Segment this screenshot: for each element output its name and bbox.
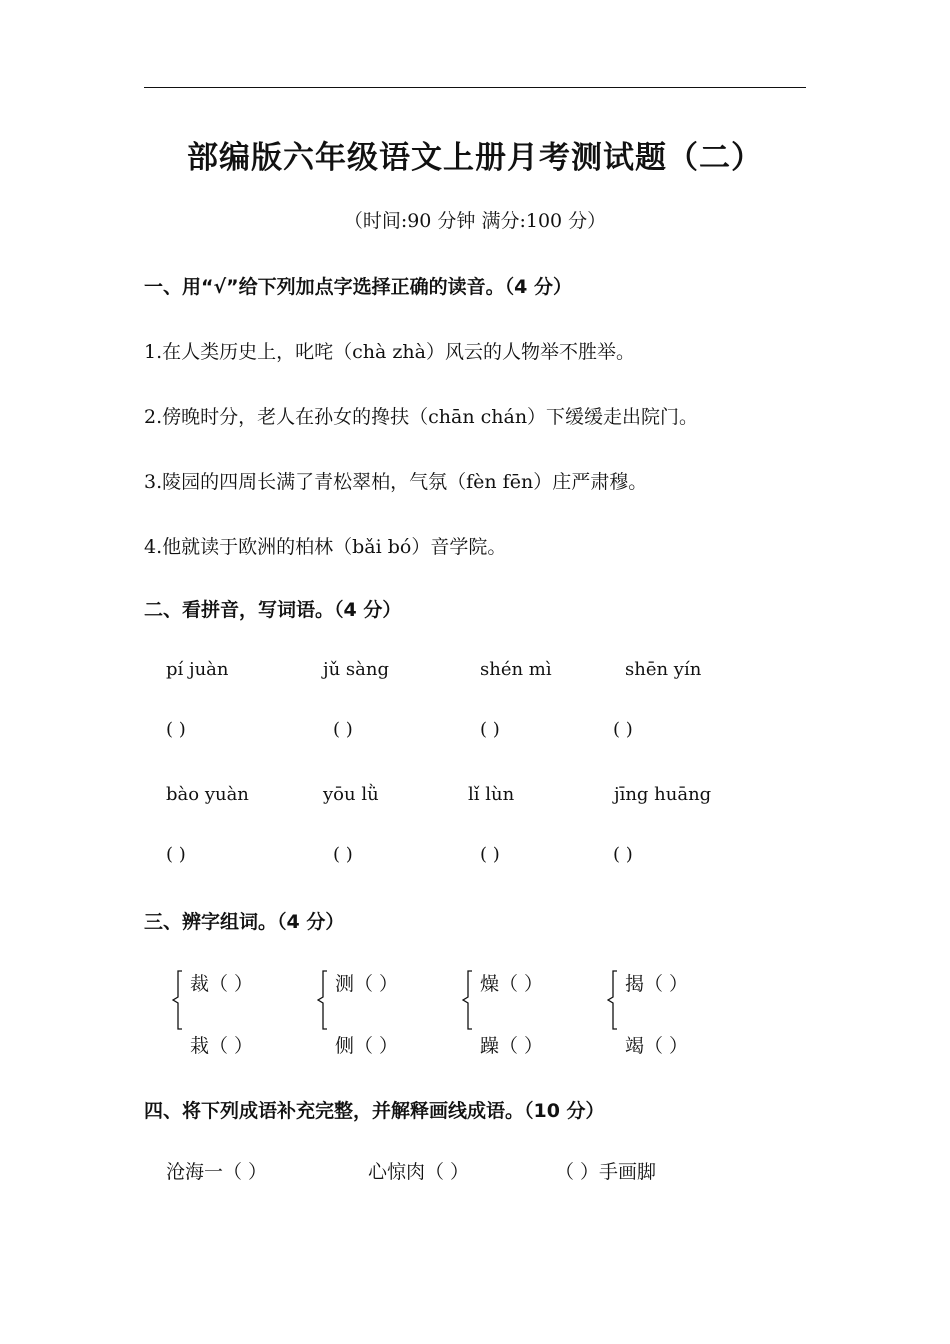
section1-item-2: 2.傍晚时分，老人在孙女的搀扶（chān chán）下缓缓走出院门。 (144, 406, 699, 428)
char-word-top: 燥（ ） (480, 973, 544, 995)
section3-heading: 三、辨字组词。（4 分） (144, 911, 345, 933)
pinyin-5: bào yuàn (166, 784, 249, 805)
answer-blank[interactable]: ( ) (613, 719, 633, 740)
pinyin-4: shēn yín (625, 659, 702, 680)
brace-icon (607, 969, 619, 1031)
pinyin-2: jǔ sàng (323, 659, 389, 680)
char-word-bottom: 躁（ ） (480, 1035, 544, 1057)
exam-info: （时间:90 分钟 满分:100 分） (343, 210, 607, 232)
pinyin-1: pí juàn (166, 659, 229, 680)
top-rule (144, 87, 806, 88)
page-title: 部编版六年级语文上册月考测试题（二） (187, 140, 763, 176)
section4-heading: 四、将下列成语补充完整，并解释画线成语。（10 分） (144, 1100, 605, 1122)
section1-item-4: 4.他就读于欧洲的柏林（bǎi bó）音学院。 (144, 536, 507, 558)
char-pair-2 (317, 969, 447, 1059)
char-word-bottom: 侧（ ） (335, 1035, 399, 1057)
section1-item-1: 1.在人类历史上，叱咤（chà zhà）风云的人物举不胜举。 (144, 341, 635, 363)
pinyin-3: shén mì (480, 659, 552, 680)
section1-item-3: 3.陵园的四周长满了青松翠柏，气氛（fèn fēn）庄严肃穆。 (144, 471, 648, 493)
pinyin-7: lǐ lùn (468, 784, 515, 805)
char-word-bottom: 竭（ ） (625, 1035, 689, 1057)
answer-blank[interactable]: ( ) (613, 844, 633, 865)
char-pair-1 (172, 969, 302, 1059)
idiom-2: 心惊肉（ ） (368, 1161, 470, 1183)
section1-heading: 一、用“√”给下列加点字选择正确的读音。（4 分） (144, 276, 572, 298)
answer-blank[interactable]: ( ) (480, 844, 500, 865)
char-pair-3 (462, 969, 592, 1059)
idiom-3: （ ）手画脚 (555, 1161, 657, 1183)
idiom-1: 沧海一（ ） (166, 1161, 268, 1183)
pinyin-6: yōu lǜ (323, 784, 379, 805)
char-word-top: 裁（ ） (190, 973, 254, 995)
answer-blank[interactable]: ( ) (480, 719, 500, 740)
brace-icon (462, 969, 474, 1031)
char-word-top: 测（ ） (335, 973, 399, 995)
answer-blank[interactable]: ( ) (333, 719, 353, 740)
pinyin-8: jīng huāng (614, 784, 712, 805)
brace-icon (317, 969, 329, 1031)
answer-blank[interactable]: ( ) (166, 844, 186, 865)
char-pair-4 (607, 969, 737, 1059)
answer-blank[interactable]: ( ) (166, 719, 186, 740)
brace-icon (172, 969, 184, 1031)
char-word-top: 揭（ ） (625, 973, 689, 995)
answer-blank[interactable]: ( ) (333, 844, 353, 865)
section2-heading: 二、看拼音，写词语。（4 分） (144, 599, 402, 621)
char-word-bottom: 栽（ ） (190, 1035, 254, 1057)
